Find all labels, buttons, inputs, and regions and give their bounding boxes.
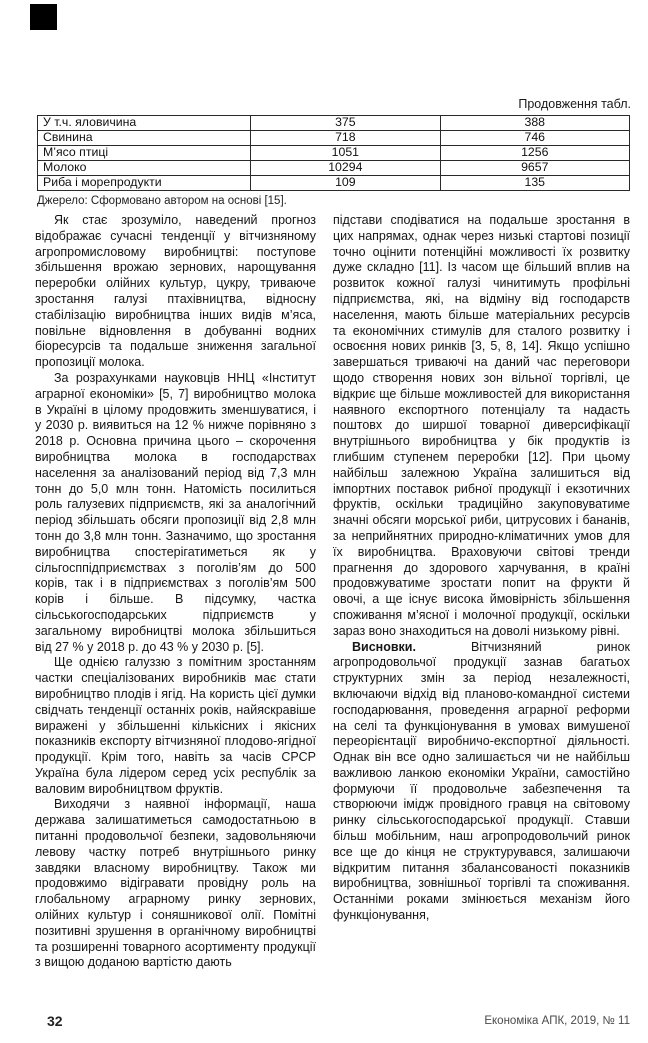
table-row	[38, 116, 630, 131]
scan-artifact-black-box	[30, 4, 57, 30]
table-cell-label: У т.ч. яловичина	[38, 116, 251, 131]
forecast-table	[37, 115, 630, 191]
table-cell-label: Молоко	[38, 161, 251, 176]
article-body	[35, 213, 630, 971]
forecast-table-body	[38, 116, 630, 191]
table-cell-value: 9657	[440, 161, 629, 176]
table-cell-value: 10294	[251, 161, 440, 176]
journal-footer-line: Економіка АПК, 2019, № 11	[484, 1015, 630, 1027]
table-row	[38, 146, 630, 161]
table-cell-value: 746	[440, 131, 629, 146]
paragraph: Виходячи з наявної інформації, наша держава залишатиметься самодостатньою в питанні продовольчої безпеки, задовольняючи левову частку потреб внутрішнього ринку завдяки власному виробництву. Також ми продовжимо відігравати провідну роль на глобальному аграрному ринку зернових, олійних культур і соняшникової олії. Помітні позитивні зрушення в органічному виробництві та розширенні товарного асортименту продукції з вищою доданою вартістю дають	[35, 797, 316, 970]
article-column-right	[333, 213, 630, 971]
paragraph: Як стає зрозуміло, наведений прогноз відображає сучасні тенденції у вітчизняному агропромисловому виробництві: поступове збільшення врожаю зернових, нарощування переробки олійних культур, цукру, триваюче зростання галузі птахівництва, відносну стабілізацію виробництва інших видів м’яса, повільне відновлення в добуванні водних біоресурсів та подальше зниження загальної пропозиції молока.	[35, 213, 316, 370]
paragraph: Ще однією галуззю з помітним зростанням частки спеціалізованих виробників має стати виробництво плодів і ягід. На користь цієї думки свідчать тенденції останніх років, найяскравіше виражені у збільшенні кількісних і якісних показників експорту вітчизняної плодово-ягідної продукції. Крім того, навіть за часів СРСР Україна була лідером серед усіх республік за валовим виробництвом фруктів.	[35, 655, 316, 796]
table-cell-value: 1256	[440, 146, 629, 161]
paragraph: підстави сподіватися на подальше зростання в цих напрямах, однак через низькі стартові позиції точно оцінити потенційні можливості їх розвитку дуже складно [11]. Із часом ще більший вплив на розвиток кожної галузі чинитимуть профільні підприємства, які, на відміну від господарств населення, мають більше матеріальних ресурсів та економічних стимулів для сталого розвитку і освоєння нових ринків [3, 5, 8, 14]. Якщо успішно завершаться триваючі на даний час переговори щодо створення нових зон вільної торгівлі, це відкриє ще більше можливостей для використання наявного експортного потенціалу та надасть поштовх до ширшої товарної диверсифікації внутрішнього виробництва у бік продуктів із глибшим ступенем переробки [12]. При цьому найбільш залежною Україна залишиться від імпортних поставок рибної продукції і екзотичних фруктів, оскільки традиційно закуповуватиме значні обсяги морської риби, цитрусових і бананів, за неприйнятних природно-кліматичних умов для їх виробництва. Враховуючи світові тренди прагнення до здорового харчування, в країні продовжуватиме зростати попит на фрукти й овочі, а ще існує висока ймовірність збільшення споживання м’ясної і молочної продукції, оскільки зараз воно знаходиться на доволі низькому рівні.	[333, 213, 630, 638]
table-cell-value: 109	[251, 176, 440, 191]
table-cell-label: Риба і морепродукти	[38, 176, 251, 191]
table-cell-value: 388	[440, 116, 629, 131]
article-column-left	[35, 213, 316, 971]
paragraph-lead-word: Висновки.	[352, 639, 472, 654]
table-continuation-label: Продовження табл.	[518, 97, 631, 111]
table-cell-value: 375	[251, 116, 440, 131]
table-cell-value: 1051	[251, 146, 440, 161]
table-cell-label: М’ясо птиці	[38, 146, 251, 161]
paragraph: За розрахунками науковців ННЦ «Інститут аграрної економіки» [5, 7] виробництво молока в Україні в цілому продовжить зменшуватися, і у 2030 р. виявиться на 12 % нижче порівняно з 2018 р. Основна причина цього – скорочення виробництва молока в господарствах населення за аналізований період від 7,3 млн тонн до 5,0 млн тонн. Натомість посилиться роль галузевих підприємств, які за аналогічний період збільшать обсяги пропозиції від 2,8 млн тонн до 3,8 млн тонн. Зазначимо, що зростання виробництва спостерігатиметься як у сільгосппідприємствах з поголів’ям до 500 корів, так і в підприємствах з поголів’ям 500 корів і більше. В підсумку, частка сільськогосподарських підприємств у загальному виробництві молока збільшиться від 27 % у 2018 р. до 43 % у 2030 р. [5].	[35, 370, 316, 654]
page-number: 32	[47, 1013, 63, 1029]
table-cell-label: Свинина	[38, 131, 251, 146]
paragraph: Висновки. Вітчизняний ринок агропродовольчої продукції зазнав багатьох структурних змін за період незалежності, включаючи відхід від планово-командної системи господарювання, проведення аграрної реформи на селі та функціонування в умовах вимушеної переорієнтації виробничо-експортної діяльності. Однак він все одно залишається чи не найбільш важливою ланкою економіки України, самостійно формуючи її продовольче забезпечення та створюючи імідж провідного гравця на світовому ринку сільськогосподарської продукції. Ставши більш мобільним, наш агропродовольчий ринок все ще до кінця не структурувався, залишаючи відкритим питання збалансованості показників виробництва, зовнішньої торгівлі та споживання. Останніми роками змінюється механізм його функціонування,	[333, 639, 631, 923]
table-cell-value: 718	[251, 131, 440, 146]
table-row	[38, 131, 630, 146]
table-row	[38, 176, 630, 191]
table-row	[38, 161, 630, 176]
table-cell-value: 135	[440, 176, 629, 191]
table-source-note: Джерело: Сформовано автором на основі [15].	[37, 195, 287, 207]
